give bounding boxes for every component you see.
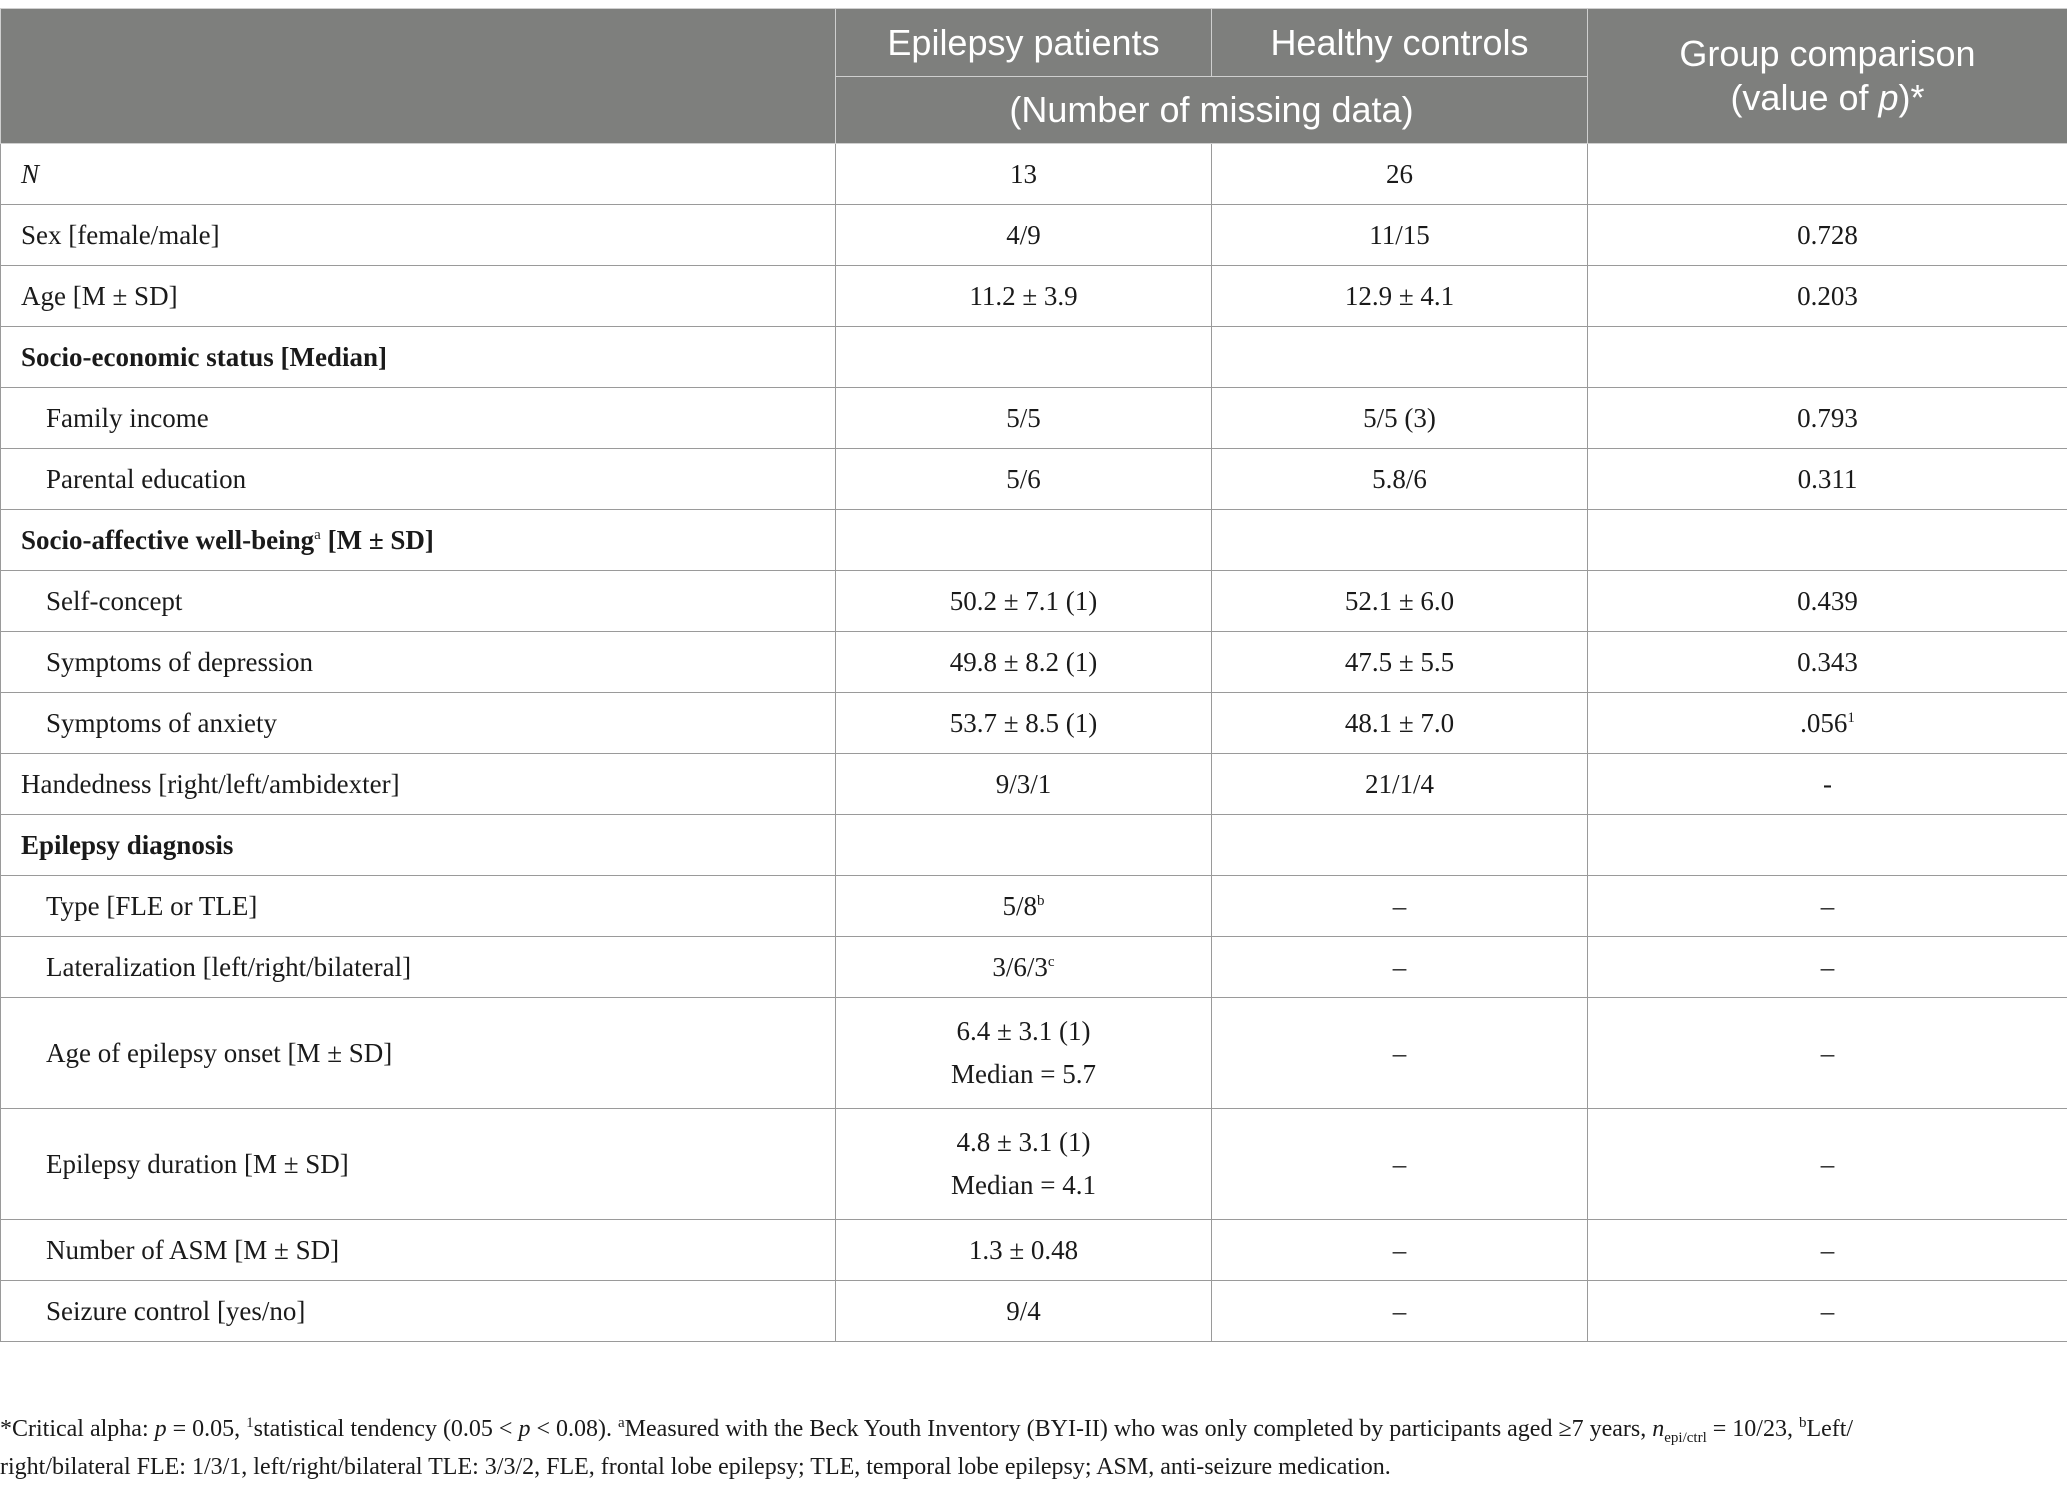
row-label: Symptoms of anxiety — [1, 693, 836, 754]
control-value — [1212, 327, 1588, 388]
demographics-table — [0, 8, 2067, 1342]
header-group-comparison — [1588, 9, 2067, 144]
p-value: – — [1588, 1109, 2067, 1220]
row-label: Self-concept — [1, 571, 836, 632]
p-value: – — [1588, 1281, 2067, 1342]
p-value: 0.203 — [1588, 266, 2067, 327]
p-value: 0.793 — [1588, 388, 2067, 449]
footnote-text: = 0.05, — [166, 1416, 247, 1442]
row-label: Seizure control [yes/no] — [1, 1281, 836, 1342]
p-value — [1588, 815, 2067, 876]
epilepsy-value-sup: b — [1037, 892, 1045, 909]
footnote-sup: a — [618, 1415, 625, 1431]
epilepsy-value-line2: Median = 5.7 — [951, 1059, 1096, 1089]
p-value-sup: 1 — [1847, 709, 1855, 726]
epilepsy-value — [836, 876, 1212, 937]
control-value: 11/15 — [1212, 205, 1588, 266]
epilepsy-value — [836, 998, 1212, 1109]
footnote-text: Measured with the Beck Youth Inventory (BYI-II) who was only completed by participants aged ≥7 years, — [624, 1416, 1653, 1442]
epilepsy-value — [836, 937, 1212, 998]
row-label: Epilepsy duration [M ± SD] — [1, 1109, 836, 1220]
footnote-n-symbol: n — [1652, 1416, 1665, 1442]
footnote-sup: b — [1798, 1415, 1807, 1431]
section-label: Epilepsy diagnosis — [1, 815, 836, 876]
footnote-p-symbol: p — [518, 1416, 531, 1442]
epilepsy-value: 5/5 — [836, 388, 1212, 449]
epilepsy-value: 4/9 — [836, 205, 1212, 266]
footnote-sub: epi/ctrl — [1664, 1429, 1707, 1446]
table-row — [1, 449, 2067, 510]
header-group-comparison-line1: Group comparison — [1679, 33, 1976, 74]
table-row — [1, 754, 2067, 815]
control-value: 5/5 (3) — [1212, 388, 1588, 449]
footnote-p-symbol: p — [154, 1416, 167, 1442]
table-row-section — [1, 510, 2067, 571]
footnote-line1 — [0, 1410, 2067, 1448]
control-value: – — [1212, 1220, 1588, 1281]
table-row — [1, 571, 2067, 632]
footnote-text: statistical tendency (0.05 < — [253, 1416, 519, 1442]
epilepsy-value: 1.3 ± 0.48 — [836, 1220, 1212, 1281]
table-row — [1, 205, 2067, 266]
p-value: - — [1588, 754, 2067, 815]
p-value: 0.439 — [1588, 571, 2067, 632]
epilepsy-value — [836, 510, 1212, 571]
control-value: 48.1 ± 7.0 — [1212, 693, 1588, 754]
control-value: 5.8/6 — [1212, 449, 1588, 510]
header-group-comparison-prefix: (value of — [1730, 77, 1879, 118]
p-value: 0.728 — [1588, 205, 2067, 266]
p-value-text: .056 — [1800, 707, 1848, 738]
p-value: – — [1588, 937, 2067, 998]
p-value: – — [1588, 1220, 2067, 1281]
p-value — [1588, 327, 2067, 388]
p-value — [1588, 144, 2067, 205]
table-row-section — [1, 327, 2067, 388]
epilepsy-value: 53.7 ± 8.5 (1) — [836, 693, 1212, 754]
table-row-section — [1, 815, 2067, 876]
control-value: – — [1212, 1281, 1588, 1342]
epilepsy-value: 9/3/1 — [836, 754, 1212, 815]
row-label: Age [M ± SD] — [1, 266, 836, 327]
p-value: – — [1588, 998, 2067, 1109]
header-epilepsy-patients: Epilepsy patients — [836, 9, 1212, 77]
control-value: 26 — [1212, 144, 1588, 205]
control-value: 47.5 ± 5.5 — [1212, 632, 1588, 693]
p-value: 0.343 — [1588, 632, 2067, 693]
header-group-comparison-suffix: )* — [1898, 77, 1925, 118]
table-row — [1, 693, 2067, 754]
epilepsy-value: 13 — [836, 144, 1212, 205]
p-value — [1588, 693, 2067, 754]
footnote-line2: right/bilateral FLE: 1/3/1, left/right/bilateral TLE: 3/3/2, FLE, frontal lobe epilepsy; TLE, temporal lobe epilepsy; ASM, anti-seizure medication. — [0, 1454, 1391, 1480]
table-wrapper — [0, 8, 2067, 1342]
control-value — [1212, 510, 1588, 571]
control-value: – — [1212, 937, 1588, 998]
control-value: – — [1212, 998, 1588, 1109]
control-value: – — [1212, 1109, 1588, 1220]
table-row — [1, 266, 2067, 327]
control-value — [1212, 815, 1588, 876]
table-row — [1, 632, 2067, 693]
p-value: 0.311 — [1588, 449, 2067, 510]
footnote-text: Left/ — [1806, 1416, 1854, 1442]
footnote-text: = 10/23, — [1706, 1416, 1799, 1442]
section-label-bold: Socio-affective well-being — [21, 524, 315, 555]
row-label: Handedness [right/left/ambidexter] — [1, 754, 836, 815]
row-label: N — [1, 144, 836, 205]
section-label: Socio-economic status [Median] — [1, 327, 836, 388]
footnote-text: *Critical alpha: — [0, 1416, 155, 1442]
epilepsy-value — [836, 327, 1212, 388]
epilepsy-value-sup: c — [1047, 953, 1055, 970]
row-label: Type [FLE or TLE] — [1, 876, 836, 937]
row-label: Lateralization [left/right/bilateral] — [1, 937, 836, 998]
epilepsy-value-line1: 4.8 ± 3.1 (1) — [956, 1127, 1091, 1157]
footnote-text: < 0.08). — [530, 1416, 618, 1442]
table-row — [1, 1220, 2067, 1281]
epilepsy-value: 11.2 ± 3.9 — [836, 266, 1212, 327]
table-row — [1, 937, 2067, 998]
table-row — [1, 1281, 2067, 1342]
header-group-comparison-p: p — [1878, 77, 1899, 118]
row-label: Parental education — [1, 449, 836, 510]
table-row — [1, 1109, 2067, 1220]
section-label — [1, 510, 836, 571]
epilepsy-value-text: 3/6/3 — [992, 951, 1048, 982]
row-label: Symptoms of depression — [1, 632, 836, 693]
row-label: Sex [female/male] — [1, 205, 836, 266]
row-label: Number of ASM [M ± SD] — [1, 1220, 836, 1281]
epilepsy-value: 50.2 ± 7.1 (1) — [836, 571, 1212, 632]
epilepsy-value — [836, 1109, 1212, 1220]
table-row — [1, 388, 2067, 449]
epilepsy-value-line1: 6.4 ± 3.1 (1) — [956, 1016, 1091, 1046]
section-label-rest: [M ± SD] — [320, 524, 434, 555]
epilepsy-value: 49.8 ± 8.2 (1) — [836, 632, 1212, 693]
header-blank-cell — [1, 9, 836, 144]
table-row — [1, 876, 2067, 937]
epilepsy-value-line2: Median = 4.1 — [951, 1170, 1096, 1200]
control-value: 52.1 ± 6.0 — [1212, 571, 1588, 632]
table-footnote — [0, 1410, 2067, 1486]
header-missing-data: (Number of missing data) — [836, 77, 1588, 144]
control-value: 21/1/4 — [1212, 754, 1588, 815]
control-value: 12.9 ± 4.1 — [1212, 266, 1588, 327]
row-label: Family income — [1, 388, 836, 449]
row-label: Age of epilepsy onset [M ± SD] — [1, 998, 836, 1109]
section-label-sup: a — [314, 526, 321, 543]
header-healthy-controls: Healthy controls — [1212, 9, 1588, 77]
table-row — [1, 144, 2067, 205]
p-value: – — [1588, 876, 2067, 937]
header-row-1 — [1, 9, 2067, 77]
epilepsy-value: 9/4 — [836, 1281, 1212, 1342]
p-value — [1588, 510, 2067, 571]
footnote-sup: 1 — [246, 1415, 254, 1431]
table-row — [1, 998, 2067, 1109]
epilepsy-value-text: 5/8 — [1002, 890, 1037, 921]
control-value: – — [1212, 876, 1588, 937]
epilepsy-value — [836, 815, 1212, 876]
epilepsy-value: 5/6 — [836, 449, 1212, 510]
